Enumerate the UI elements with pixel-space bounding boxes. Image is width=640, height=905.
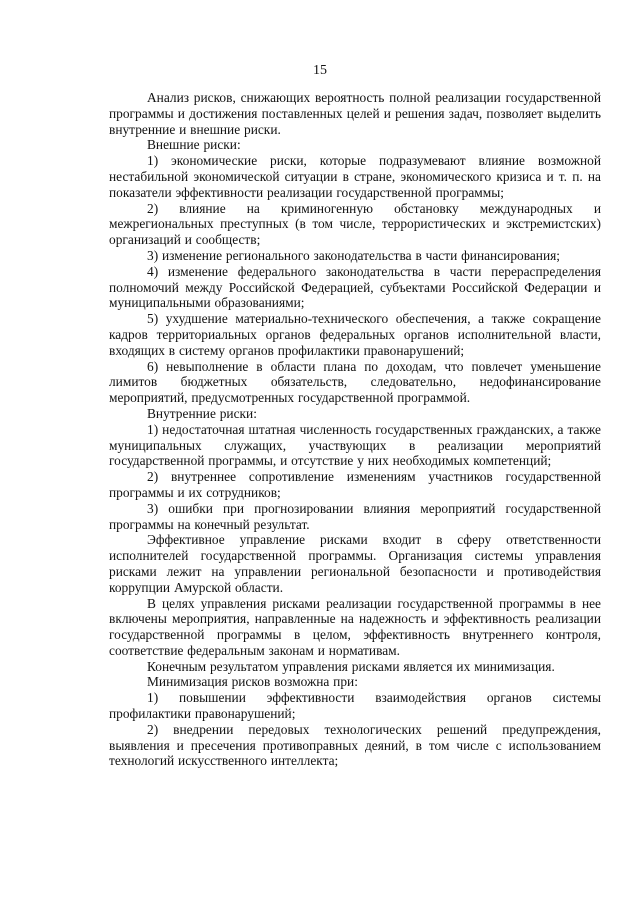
- internal-risk-2: 2) внутреннее сопротивление изменениям участников государственной программы и их сотрудников;: [109, 469, 601, 500]
- paragraph-risk-management-measures: В целях управления рисками реализации государственной программы в нее включены мероприятия, направленные на надежность и эффективность реализации государственной программы в целом, эффективность внутреннего контроля, соответствие федеральным законам и нормативам.: [109, 595, 601, 658]
- external-risk-3: 3) изменение регионального законодательства в части финансирования;: [147, 247, 561, 263]
- external-risk-4: 4) изменение федерального законодательства в части перераспределения полномочий между Российской Федерацией, субъектами Российской Федерации и муниципальными образованиями;: [109, 263, 601, 311]
- heading-internal-risks: Внутренние риски:: [147, 405, 257, 421]
- heading-external-risks: Внешние риски:: [147, 137, 241, 153]
- heading-risk-minimization: Минимизация рисков возможна при:: [147, 674, 358, 690]
- external-risk-1: 1) экономические риски, которые подразумевают влияние возможной нестабильной экономической ситуации в стране, экономического кризиса и т. п. на показатели эффективности реализации государственной программы;: [109, 153, 601, 200]
- document-body: [109, 90, 601, 769]
- external-risk-2: 2) влияние на криминогенную обстановку международных и межрегиональных преступных (в том числе, террористических и экстремистских) организаций и сообществ;: [109, 200, 601, 248]
- paragraph-risk-management-responsibility: Эффективное управление рисками входит в сферу ответственности исполнителей государственной программы. Организация системы управления рисками лежит на управлении региональной безопасности и противодействия коррупции Амурской области.: [109, 532, 601, 595]
- minimization-item-2: 2) внедрении передовых технологических решений предупреждения, выявления и пресечения противоправных деяний, в том числе с использованием технологий искусственного интеллекта;: [109, 721, 601, 769]
- internal-risk-1: 1) недостаточная штатная численность государственных гражданских, а также муниципальных служащих, участвующих в реализации мероприятий государственной программы, и отсутствие у них необходимых компетенций;: [109, 421, 601, 469]
- external-risk-6: 6) невыполнение в области плана по доходам, что повлечет уменьшение лимитов бюджетных обязательств, следовательно, недофинансирование мероприятий, предусмотренных государственной программой.: [109, 358, 601, 406]
- minimization-item-1: 1) повышении эффективности взаимодействия органов системы профилактики правонарушений;: [109, 690, 601, 722]
- internal-risk-3: 3) ошибки при прогнозировании влияния мероприятий государственной программы на конечный результат.: [109, 500, 601, 532]
- external-risk-5: 5) ухудшение материально-технического обеспечения, а также сокращение кадров территориальных органов федеральных органов исполнительной власти, входящих в систему органов профилактики правонарушений;: [109, 311, 601, 358]
- paragraph-risk-analysis: Анализ рисков, снижающих вероятность полной реализации государственной программы и достижения поставленных целей и решения задач, позволяет выделить внутренние и внешние риски.: [109, 90, 601, 137]
- paragraph-risk-minimization-result: Конечным результатом управления рисками является их минимизация.: [147, 658, 555, 674]
- page-number: 15: [313, 63, 327, 78]
